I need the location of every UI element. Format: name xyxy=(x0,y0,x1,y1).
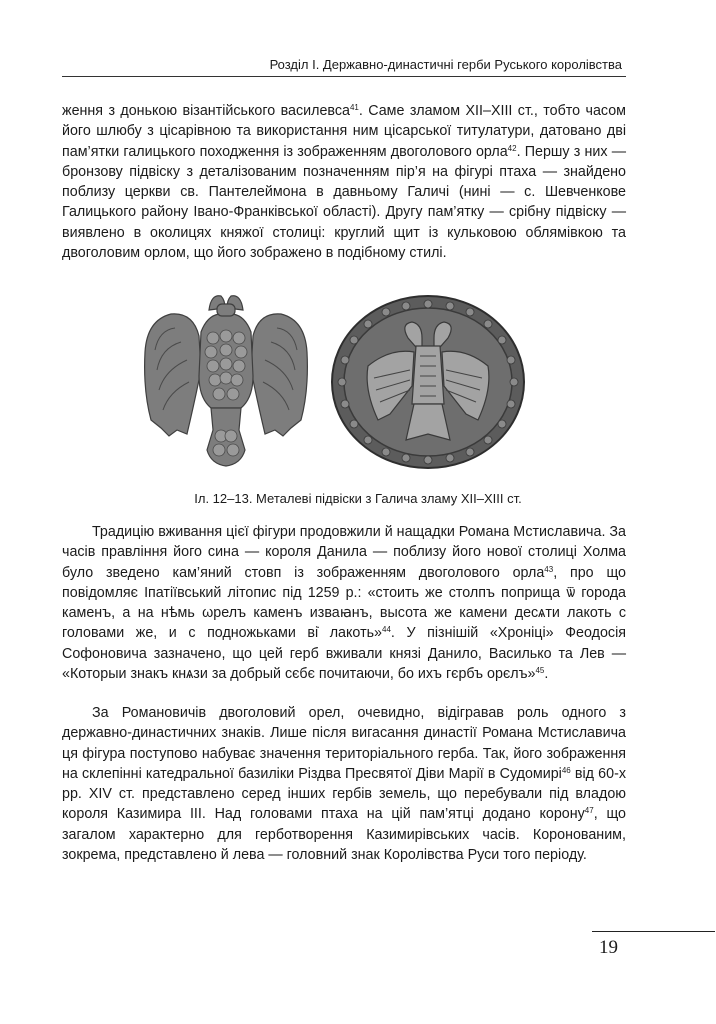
text-run: , про що повідомляє Іпатіївський літопис під 1259 р.: «стоить же столпъ поприща ѿ города каменъ, а на нѣмь ωрелъ каменъ изваꙗнъ, высота же камени десѧти лакоть с головами же, и с подножьками ві̇ лакоть» xyxy=(62,564,626,642)
figure-caption: Іл. 12–13. Металеві підвіски з Галича зламу XII–XIII ст. xyxy=(194,491,522,506)
footnote-ref: 43 xyxy=(544,564,554,574)
footnote-ref: 47 xyxy=(584,806,594,816)
footer-divider xyxy=(592,931,715,932)
text-run: . У пізнішій «Хроніці» Феодосія Софоновича зазначено, що цей герб вживали князі Данило, Василько та Лев — «Которыи знакъ кнѧзи за добрый сєбє почитаючи, бо ихъ гєрбъ орєлъ» xyxy=(62,625,626,683)
paragraph-1 xyxy=(62,101,626,263)
header-divider xyxy=(62,76,626,77)
text-run: . xyxy=(544,666,549,683)
footnote-ref: 45 xyxy=(535,666,545,676)
text-run: ження з донькою візантійського василевса xyxy=(62,103,350,119)
text-run: За Романовичів двоголовий орел, очевидно, відігравав роль одного з державно-династичних знаків. Лише після вигасання династії Романа Мстиславича ця фігура поступово набуває значення територіального герба. Так, його зображення на склепінні катедральної базиліки Різдва Пресвятої Діви Марії в Судомирі xyxy=(62,705,626,782)
text-run: , що загалом характерно для герботворення Казимирівських часів. Коронованим, зокрема, представлено й лева — головний знак Королівства Руси того періоду. xyxy=(62,806,626,864)
silver-pendant-double-headed-eagle-image xyxy=(330,294,526,470)
text-run: від 60-х рр. XIV ст. представлено серед інших гербів земель, що перебували під владою короля Казимира ІІІ. Над головами птаха на цій пам’ятці додано корону xyxy=(62,765,626,823)
paragraph-3 xyxy=(62,703,626,865)
footnote-ref: 41 xyxy=(349,103,359,112)
running-title: Розділ І. Державно-династичні герби Руського королівства xyxy=(269,57,622,72)
paragraph-2 xyxy=(62,522,626,684)
page-number: 19 xyxy=(599,937,618,958)
footnote-ref: 46 xyxy=(561,765,571,775)
illustration-12-13 xyxy=(0,290,716,506)
footnote-ref: 42 xyxy=(507,143,517,153)
text-run: . Саме зламом XII–XIII ст., тобто часом його шлюбу з цісарівною та використання ним цісарської титулатури, датовано дві пам’ятки галицького походження із зображенням двоголового орла xyxy=(62,103,626,160)
text-run: Традицію вживання цієї фігури продовжили й нащадки Романа Мстиславича. За часів правління його сина — короля Данила — поблизу його нової столиці Холма було зведено кам’яний стовп із зображенням двоголового орла xyxy=(62,524,626,581)
bronze-pendant-double-headed-eagle-image xyxy=(141,290,311,470)
text-run: . Першу з них — бронзову підвіску з деталізованим позначенням пір’я на фігурі птаха — знайдено поблизу церкви св. Пантелеймона в давньому Галичі (нині — с. Шевченкове Галицького району Івано-Франківської області). Другу пам’ятку — срібну підвіску — виявлено в околицях княжої столиці: круглий щит із кульковою облямівкою та двоголовим орлом, що його зображено в подібному стилі. xyxy=(62,143,626,262)
footnote-ref: 44 xyxy=(382,625,391,635)
